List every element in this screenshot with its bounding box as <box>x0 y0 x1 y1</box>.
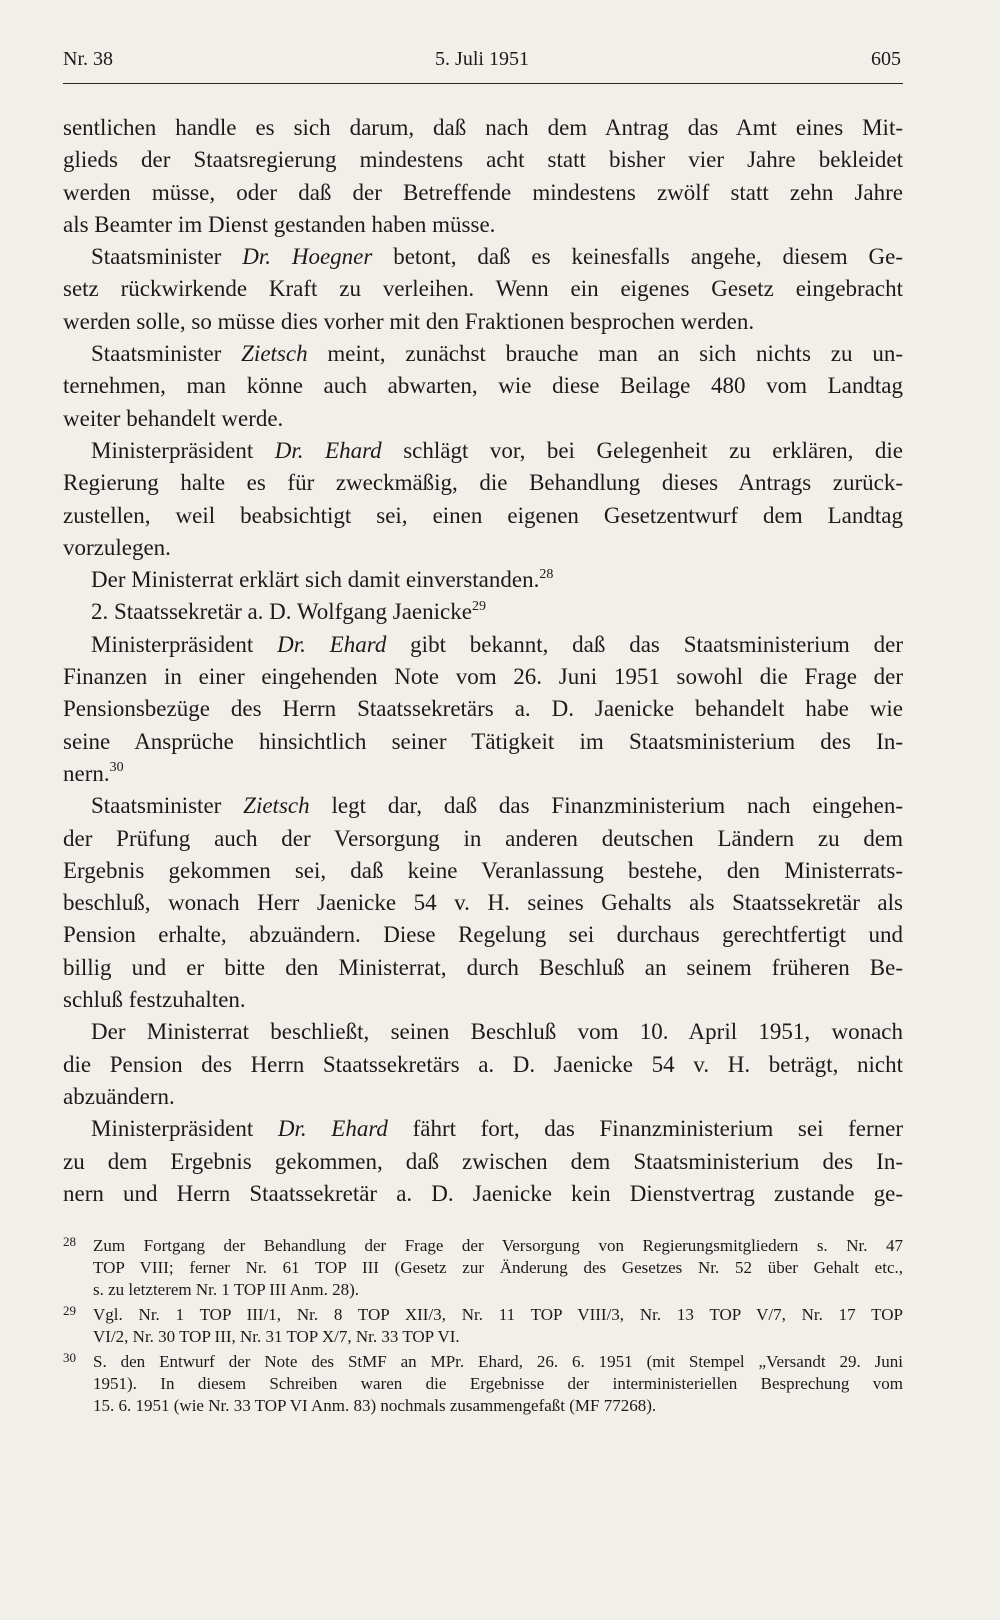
footnote-number: 28 <box>63 1234 76 1249</box>
text-line: werden solle, so müsse dies vorher mit den Fraktionen besprochen werden. <box>63 308 755 334</box>
text-line: Ministerpräsident Dr. Ehard schlägt vor, bei Gelegenheit zu erklären, die <box>91 437 903 463</box>
text-line: Staatsminister Zietsch legt dar, daß das Finanzministerium nach eingehen- <box>91 793 903 819</box>
running-header <box>63 48 901 80</box>
footnote-line: S. den Entwurf der Note des StMF an MPr. Ehard, 26. 6. 1951 (mit Stempel „Versandt 29. Juni <box>93 1352 903 1371</box>
header-date: 5. Juli 1951 <box>435 48 529 70</box>
text-line: Der Ministerrat beschließt, seinen Beschluß vom 10. April 1951, wonach <box>91 1019 903 1045</box>
text-line: setz rückwirkende Kraft zu verleihen. Wenn ein eigenes Gesetz eingebracht <box>63 276 903 302</box>
text-line: zu dem Ergebnis gekommen, daß zwischen dem Staatsministerium des In- <box>63 1148 903 1174</box>
footnote-line: Zum Fortgang der Behandlung der Frage der Versorgung von Regierungsmitgliedern s. Nr. 47 <box>93 1236 903 1255</box>
text-line: schluß festzuhalten. <box>63 987 246 1013</box>
text-line-with-footnote <box>63 758 903 790</box>
text-line: seine Ansprüche hinsichtlich seiner Tätigkeit im Staatsministerium des In- <box>63 728 903 754</box>
text-line: Ministerpräsident Dr. Ehard fährt fort, das Finanzministerium sei ferner <box>91 1116 903 1142</box>
text-line: beschluß, wonach Herr Jaenicke 54 v. H. seines Gehalts als Staatssekretär als <box>63 890 903 916</box>
header-rule <box>63 83 903 84</box>
footnote-line: TOP VIII; ferner Nr. 61 TOP III (Gesetz zur Änderung des Gesetzes Nr. 52 über Gehalt etc., <box>93 1258 903 1277</box>
text-line: Ergebnis gekommen sei, daß keine Veranlassung bestehe, den Ministerrats- <box>63 857 903 883</box>
text-line: weiter behandelt werde. <box>63 405 284 431</box>
footnote-line: s. zu letzterem Nr. 1 TOP III Anm. 28). <box>93 1280 359 1299</box>
text-line: die Pension des Herrn Staatssekretärs a. D. Jaenicke 54 v. H. beträgt, nicht <box>63 1051 903 1077</box>
footnote-line: VI/2, Nr. 30 TOP III, Nr. 31 TOP X/7, Nr. 33 TOP VI. <box>93 1327 460 1346</box>
text-line: Finanzen in einer eingehenden Note vom 26. Juni 1951 sowohl die Frage der <box>63 664 903 690</box>
footnote-line: Vgl. Nr. 1 TOP III/1, Nr. 8 TOP XII/3, Nr. 11 TOP VIII/3, Nr. 13 TOP V/7, Nr. 17 TOP <box>93 1305 903 1324</box>
text-line: Pensionsbezüge des Herrn Staatssekretärs a. D. Jaenicke behandelt habe wie <box>63 696 903 722</box>
footnote-line: 15. 6. 1951 (wie Nr. 33 TOP VI Anm. 83) nochmals zusammengefaßt (MF 77268). <box>93 1396 657 1415</box>
text-line: nern. <box>63 760 110 786</box>
text-line: billig und er bitte den Ministerrat, durch Beschluß an seinem früheren Be- <box>63 954 903 980</box>
text-line: vorzulegen. <box>63 534 171 560</box>
text-line: Regierung halte es für zweckmäßig, die Behandlung dieses Antrags zurück- <box>63 470 903 496</box>
text-line: Pension erhalte, abzuändern. Diese Regelung sei durchaus gerechtfertigt und <box>63 922 903 948</box>
text-line: der Prüfung auch der Versorgung in anderen deutschen Ländern zu dem <box>63 825 903 851</box>
text-line: abzuändern. <box>63 1083 175 1109</box>
footnote-28 <box>63 1235 903 1301</box>
footnote-line: 1951). In diesem Schreiben waren die Ergebnisse der interministeriellen Besprechung vom <box>93 1374 903 1393</box>
footnote-29 <box>63 1304 903 1348</box>
text-line: sentlichen handle es sich darum, daß nach dem Antrag das Amt eines Mit- <box>63 115 903 140</box>
footnote-number: 30 <box>63 1350 76 1365</box>
document-number: Nr. 38 <box>63 48 113 70</box>
text-line-with-footnote <box>63 564 903 596</box>
footnote-ref[interactable]: 29 <box>471 598 486 614</box>
footnote-ref[interactable]: 28 <box>539 566 554 582</box>
text-line: Ministerpräsident Dr. Ehard gibt bekannt, daß das Staatsministerium der <box>91 631 903 657</box>
text-line: werden müsse, oder daß der Betreffende mindestens zwölf statt zehn Jahre <box>63 179 903 205</box>
footnote-30 <box>63 1351 903 1417</box>
main-text <box>63 112 903 1210</box>
text-line: als Beamter im Dienst gestanden haben müsse. <box>63 211 496 237</box>
section-heading <box>63 596 903 628</box>
footnote-ref[interactable]: 30 <box>109 760 124 776</box>
text-line: Staatsminister Zietsch meint, zunächst brauche man an sich nichts zu un- <box>91 341 903 367</box>
text-line: glieds der Staatsregierung mindestens acht statt bisher vier Jahre bekleidet <box>63 147 903 173</box>
text-line: 2. Staatssekretär a. D. Wolfgang Jaenicke <box>91 599 472 625</box>
footnote-number: 29 <box>63 1303 76 1318</box>
text-line: Staatsminister Dr. Hoegner betont, daß es keinesfalls angehe, diesem Ge- <box>91 244 903 270</box>
page-number: 605 <box>871 48 901 70</box>
text-line: zustellen, weil beabsichtigt sei, einen eigenen Gesetzentwurf dem Landtag <box>63 502 903 528</box>
text-line: nern und Herrn Staatssekretär a. D. Jaenicke kein Dienstvertrag zustande ge- <box>63 1180 903 1206</box>
footnotes <box>63 1235 903 1420</box>
text-line: ternehmen, man könne auch abwarten, wie diese Beilage 480 vom Landtag <box>63 373 903 399</box>
text-line: Der Ministerrat erklärt sich damit einverstanden. <box>91 567 540 593</box>
